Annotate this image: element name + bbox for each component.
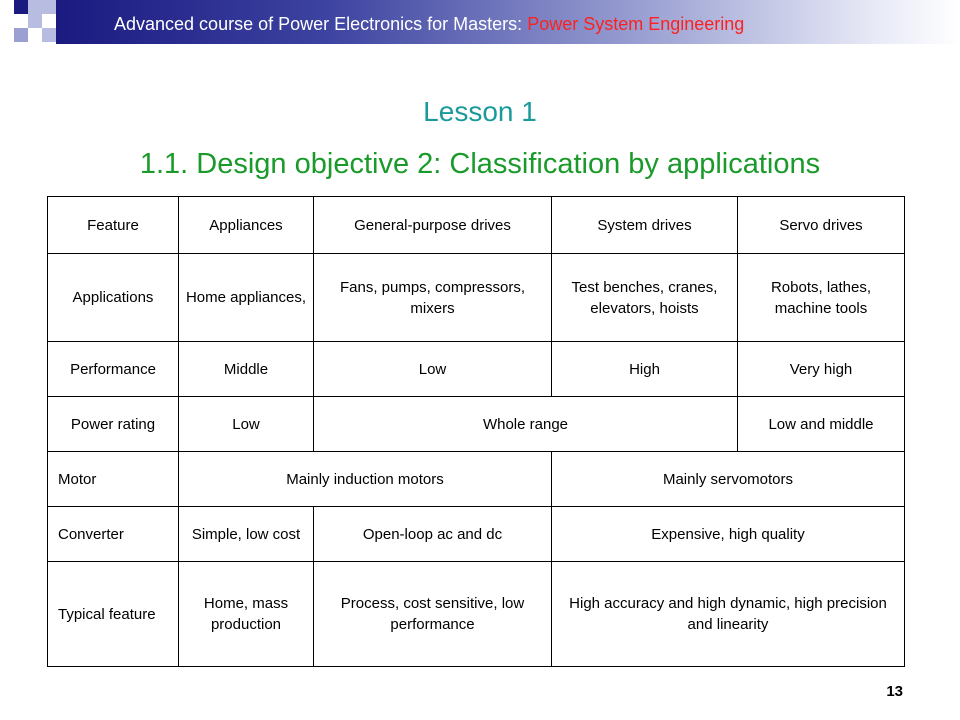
table-cell: Home, mass production: [179, 562, 314, 667]
table-cell: Expensive, high quality: [552, 507, 905, 562]
table-cell: Fans, pumps, compressors, mixers: [314, 254, 552, 342]
table-cell: Process, cost sensitive, low performance: [314, 562, 552, 667]
table-header-row: [48, 197, 905, 254]
table-cell: Mainly servomotors: [552, 452, 905, 507]
corner-square-light: [42, 0, 56, 14]
table-cell: Applications: [48, 254, 179, 342]
table-cell: Middle: [179, 342, 314, 397]
table-header-cell: Appliances: [179, 197, 314, 254]
corner-square-light: [42, 28, 56, 42]
corner-square-light: [28, 0, 42, 14]
slide-title: 1.1. Design objective 2: Classification by applications: [139, 148, 821, 180]
table-header-cell: Feature: [48, 197, 179, 254]
table-row-motor: [48, 452, 905, 507]
table-cell: Mainly induction motors: [179, 452, 552, 507]
course-topic: Power System Engineering: [527, 14, 745, 34]
table-cell: Performance: [48, 342, 179, 397]
header-text: [114, 14, 744, 35]
table-row-power-rating: [48, 397, 905, 452]
table-cell: Typical feature: [48, 562, 179, 667]
table-cell: Robots, lathes, machine tools: [738, 254, 905, 342]
table-header-cell: System drives: [552, 197, 738, 254]
table-cell: Converter: [48, 507, 179, 562]
corner-square-medium: [14, 28, 28, 42]
table-cell: Low: [179, 397, 314, 452]
classification-table: [47, 196, 905, 667]
table-cell: Low: [314, 342, 552, 397]
table-row-converter: [48, 507, 905, 562]
table-cell: High: [552, 342, 738, 397]
table-cell: Open-loop ac and dc: [314, 507, 552, 562]
table-cell: Very high: [738, 342, 905, 397]
page-number: 13: [886, 683, 903, 700]
corner-square-light: [28, 14, 42, 28]
corner-square-dark: [14, 0, 28, 14]
table-cell: Power rating: [48, 397, 179, 452]
table-cell: High accuracy and high dynamic, high precision and linearity: [552, 562, 905, 667]
table-row-performance: [48, 342, 905, 397]
table-cell: Low and middle: [738, 397, 905, 452]
table-cell: Simple, low cost: [179, 507, 314, 562]
table-header-cell: General-purpose drives: [314, 197, 552, 254]
course-name: Advanced course of Power Electronics for Masters:: [114, 14, 528, 34]
table-header-cell: Servo drives: [738, 197, 905, 254]
table-cell: Home appliances,: [179, 254, 314, 342]
table-cell: Test benches, cranes, elevators, hoists: [552, 254, 738, 342]
table-row-typical-feature: [48, 562, 905, 667]
table-cell: Whole range: [314, 397, 738, 452]
table-cell: Motor: [48, 452, 179, 507]
lesson-heading: Lesson 1: [423, 96, 537, 127]
table-row-applications: [48, 254, 905, 342]
